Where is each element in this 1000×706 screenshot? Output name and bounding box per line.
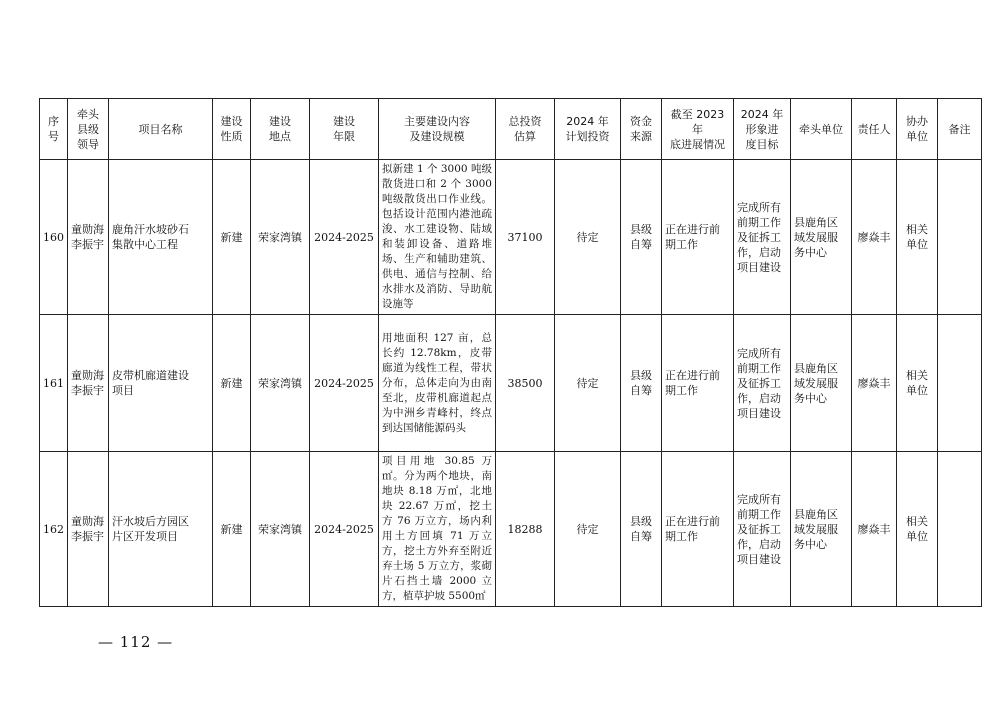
construction-nature: 新建: [213, 315, 251, 452]
header-cell: 2024 年 计划投资: [555, 99, 621, 160]
progress-2023: 正在进行前 期工作: [662, 160, 734, 315]
header-cell: 建设 性质: [213, 99, 251, 160]
header-cell: 牵头 县级 领导: [68, 99, 109, 160]
construction-content: 用地面积 127 亩，总长约 12.78km，皮带廊道为线性工程，带状分布，总体走向为由南至北，皮带机廊道起点为中洲乡青峰村，终点到达国储能源码头: [379, 315, 496, 452]
responsible-person: 廖焱丰: [852, 160, 897, 315]
progress-2023: 正在进行前 期工作: [662, 452, 734, 607]
header-cell: 项目名称: [109, 99, 213, 160]
row-number: 160: [40, 160, 68, 315]
page-number: — 112 —: [98, 633, 174, 651]
table-row: [40, 160, 982, 315]
header-cell: 责任人: [852, 99, 897, 160]
construction-nature: 新建: [213, 452, 251, 607]
row-number: 162: [40, 452, 68, 607]
header-cell: 协办 单位: [897, 99, 938, 160]
plan-investment-2024: 待定: [555, 452, 621, 607]
responsible-person: 廖焱丰: [852, 452, 897, 607]
lead-leader: 童勋海 李振宇: [68, 160, 109, 315]
total-investment: 18288: [496, 452, 555, 607]
header-cell: 牵头单位: [791, 99, 852, 160]
assisting-unit: 相关 单位: [897, 315, 938, 452]
header-cell: 主要建设内容 及建设规模: [379, 99, 496, 160]
total-investment: 38500: [496, 315, 555, 452]
assisting-unit: 相关 单位: [897, 160, 938, 315]
remark: [938, 315, 982, 452]
construction-period: 2024-2025: [310, 160, 379, 315]
fund-source: 县级 自筹: [621, 452, 662, 607]
header-cell: 备注: [938, 99, 982, 160]
fund-source: 县级 自筹: [621, 315, 662, 452]
lead-leader: 童勋海 李振宇: [68, 452, 109, 607]
construction-location: 荣家湾镇: [251, 315, 310, 452]
header-cell: 建设 年限: [310, 99, 379, 160]
header-cell: 序 号: [40, 99, 68, 160]
progress-2023: 正在进行前 期工作: [662, 315, 734, 452]
header-cell: 截至 2023 年 底进展情况: [662, 99, 734, 160]
header-cell: 资金 来源: [621, 99, 662, 160]
lead-unit: 县鹿角区 域发展服 务中心: [791, 452, 852, 607]
header-cell: 总投资 估算: [496, 99, 555, 160]
responsible-person: 廖焱丰: [852, 315, 897, 452]
assisting-unit: 相关 单位: [897, 452, 938, 607]
construction-period: 2024-2025: [310, 315, 379, 452]
table-row: [40, 315, 982, 452]
remark: [938, 452, 982, 607]
construction-nature: 新建: [213, 160, 251, 315]
plan-investment-2024: 待定: [555, 160, 621, 315]
project-table: [39, 98, 982, 607]
construction-content: 项目用地 30.85 万㎡。分为两个地块，南地块 8.18 万㎡，北地块 22.67 万㎡，挖土方 76 万立方，场内利用土方回填 71 万立方，挖土方外弃至附近弃土场 5 万立方，浆砌片石挡土墙 2000 立方，植草护坡 5500㎡: [379, 452, 496, 607]
lead-leader: 童勋海 李振宇: [68, 315, 109, 452]
header-row: [40, 99, 982, 160]
construction-period: 2024-2025: [310, 452, 379, 607]
row-number: 161: [40, 315, 68, 452]
project-name: 鹿角汗水坡砂石 集散中心工程: [109, 160, 213, 315]
plan-investment-2024: 待定: [555, 315, 621, 452]
project-name: 皮带机廊道建设 项目: [109, 315, 213, 452]
lead-unit: 县鹿角区 域发展服 务中心: [791, 315, 852, 452]
construction-location: 荣家湾镇: [251, 452, 310, 607]
target-2024: 完成所有 前期工作 及征拆工 作，启动 项目建设: [734, 160, 791, 315]
header-cell: 建设 地点: [251, 99, 310, 160]
fund-source: 县级 自筹: [621, 160, 662, 315]
table-row: [40, 452, 982, 607]
header-cell: 2024 年 形象进 度目标: [734, 99, 791, 160]
target-2024: 完成所有 前期工作 及征拆工 作，启动 项目建设: [734, 315, 791, 452]
lead-unit: 县鹿角区 域发展服 务中心: [791, 160, 852, 315]
target-2024: 完成所有 前期工作 及征拆工 作，启动 项目建设: [734, 452, 791, 607]
construction-location: 荣家湾镇: [251, 160, 310, 315]
project-name: 汗水坡后方园区 片区开发项目: [109, 452, 213, 607]
remark: [938, 160, 982, 315]
construction-content: 拟新建 1 个 3000 吨级散货进口和 2 个 3000 吨级散货出口作业线。包括设计范围内港池疏浚、水工建设物、陆域和装卸设备、道路堆场、生产和辅助建筑、供电、通信与控制、给水排水及消防、导助航设施等: [379, 160, 496, 315]
total-investment: 37100: [496, 160, 555, 315]
